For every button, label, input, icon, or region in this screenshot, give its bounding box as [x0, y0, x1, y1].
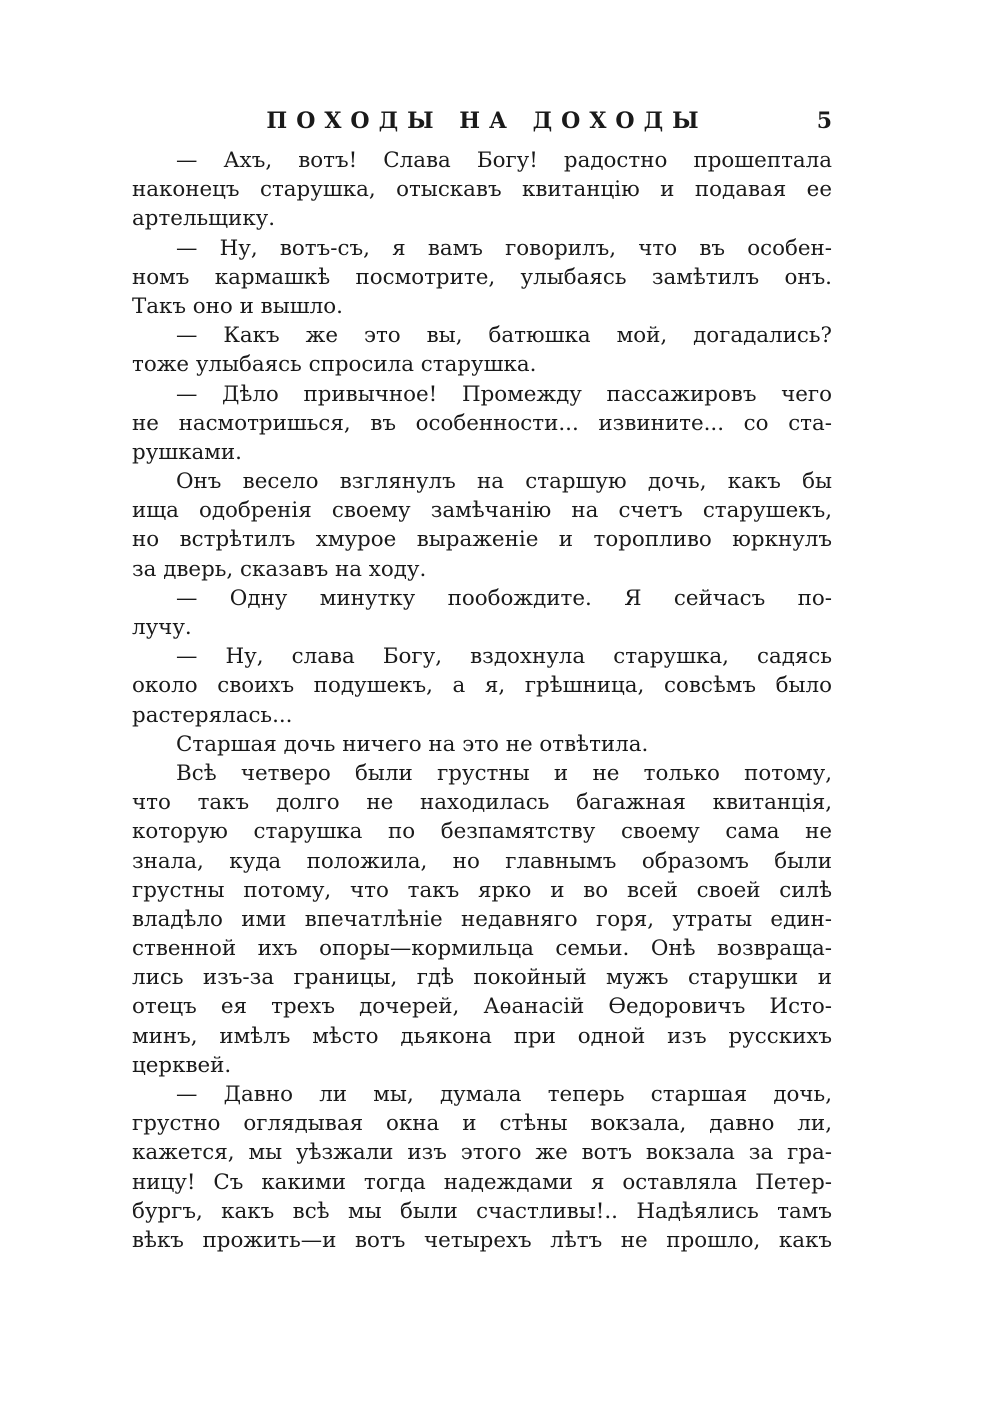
page-number: 5 — [816, 108, 832, 134]
text-line: Такъ оно и вышло. — [132, 293, 343, 319]
text-line: лись изъ-за границы, гдѣ покойный мужъ старушки и — [132, 965, 832, 991]
text-line: ственной ихъ опоры—кормильца семьи. Онѣ возвраща- — [132, 936, 832, 962]
text-line: растерялась... — [132, 702, 293, 728]
text-line: кажется, мы уѣзжали изъ этого же вотъ вокзала за гра- — [132, 1140, 832, 1166]
text-line: лучу. — [132, 615, 192, 640]
text-line: ища одобренія своему замѣчанію на счетъ старушекъ, — [132, 498, 832, 524]
text-line: — Какъ же это вы, батюшка мой, догадались? — [176, 323, 832, 349]
text-line: но встрѣтилъ хмурое выраженіе и торопливо юркнулъ — [132, 527, 832, 553]
text-line: Старшая дочь ничего на это не отвѣтила. — [176, 731, 649, 757]
text-line: минъ, имѣлъ мѣсто дьякона при одной изъ русскихъ — [132, 1023, 832, 1049]
document-page — [132, 108, 832, 1255]
text-line: которую старушка по безпамятству своему сама не — [132, 819, 832, 845]
text-line: артельщику. — [132, 206, 276, 232]
text-line: Онъ весело взглянулъ на старшую дочь, какъ бы — [176, 469, 832, 495]
text-line: знала, куда положила, но главнымъ образомъ были — [132, 848, 832, 874]
text-line: грустны потому, что такъ ярко и во всей своей силѣ — [132, 877, 832, 903]
text-line: вѣкъ прожить—и вотъ четырехъ лѣтъ не прошло, какъ — [132, 1227, 832, 1253]
text-line: грустно оглядывая окна и стѣны вокзала, давно ли, — [132, 1111, 832, 1137]
running-title: ПОХОДЫ НА ДОХОДЫ — [266, 108, 708, 134]
text-line: — Давно ли мы, думала теперь старшая дочь, — [176, 1082, 832, 1107]
text-line: наконецъ старушка, отыскавъ квитанцію и подавая ее — [132, 177, 832, 203]
text-line: — Ну, слава Богу, вздохнула старушка, садясь — [176, 644, 832, 670]
text-line: — Ахъ, вотъ! Слава Богу! радостно прошептала — [176, 148, 832, 173]
page-header — [132, 108, 832, 140]
text-line: Всѣ четверо были грустны и не только потому, — [176, 760, 832, 786]
text-line: церквей. — [132, 1052, 232, 1078]
text-line: бургъ, какъ всѣ мы были счастливы!.. Надѣялись тамъ — [132, 1198, 832, 1224]
text-line: не насмотришься, въ особенности... извините... со ста- — [132, 410, 832, 436]
text-line: за дверь, сказавъ на ходу. — [132, 556, 427, 582]
text-line: владѣло ими впечатлѣніе недавняго горя, утраты един- — [132, 906, 832, 932]
text-line: отецъ ея трехъ дочерей, Аѳанасій Ѳедоровичъ Исто- — [132, 994, 832, 1020]
text-line: — Дѣло привычное! Промежду пассажировъ чего — [176, 381, 832, 407]
text-line: ницу! Съ какими тогда надеждами я оставляла Петер- — [132, 1169, 832, 1195]
text-body — [132, 146, 832, 1255]
text-line: — Ну, вотъ-съ, я вамъ говорилъ, что въ особен- — [176, 235, 832, 261]
text-line: номъ кармашкѣ посмотрите, улыбаясь замѣтилъ онъ. — [132, 264, 832, 290]
text-line: тоже улыбаясь спросила старушка. — [132, 352, 537, 378]
text-line: рушками. — [132, 439, 242, 465]
text-line: — Одну минутку пообождите. Я сейчасъ по- — [176, 585, 832, 611]
text-line: около своихъ подушекъ, а я, грѣшница, совсѣмъ было — [132, 673, 832, 699]
text-line: что такъ долго не находилась багажная квитанція, — [132, 790, 832, 816]
